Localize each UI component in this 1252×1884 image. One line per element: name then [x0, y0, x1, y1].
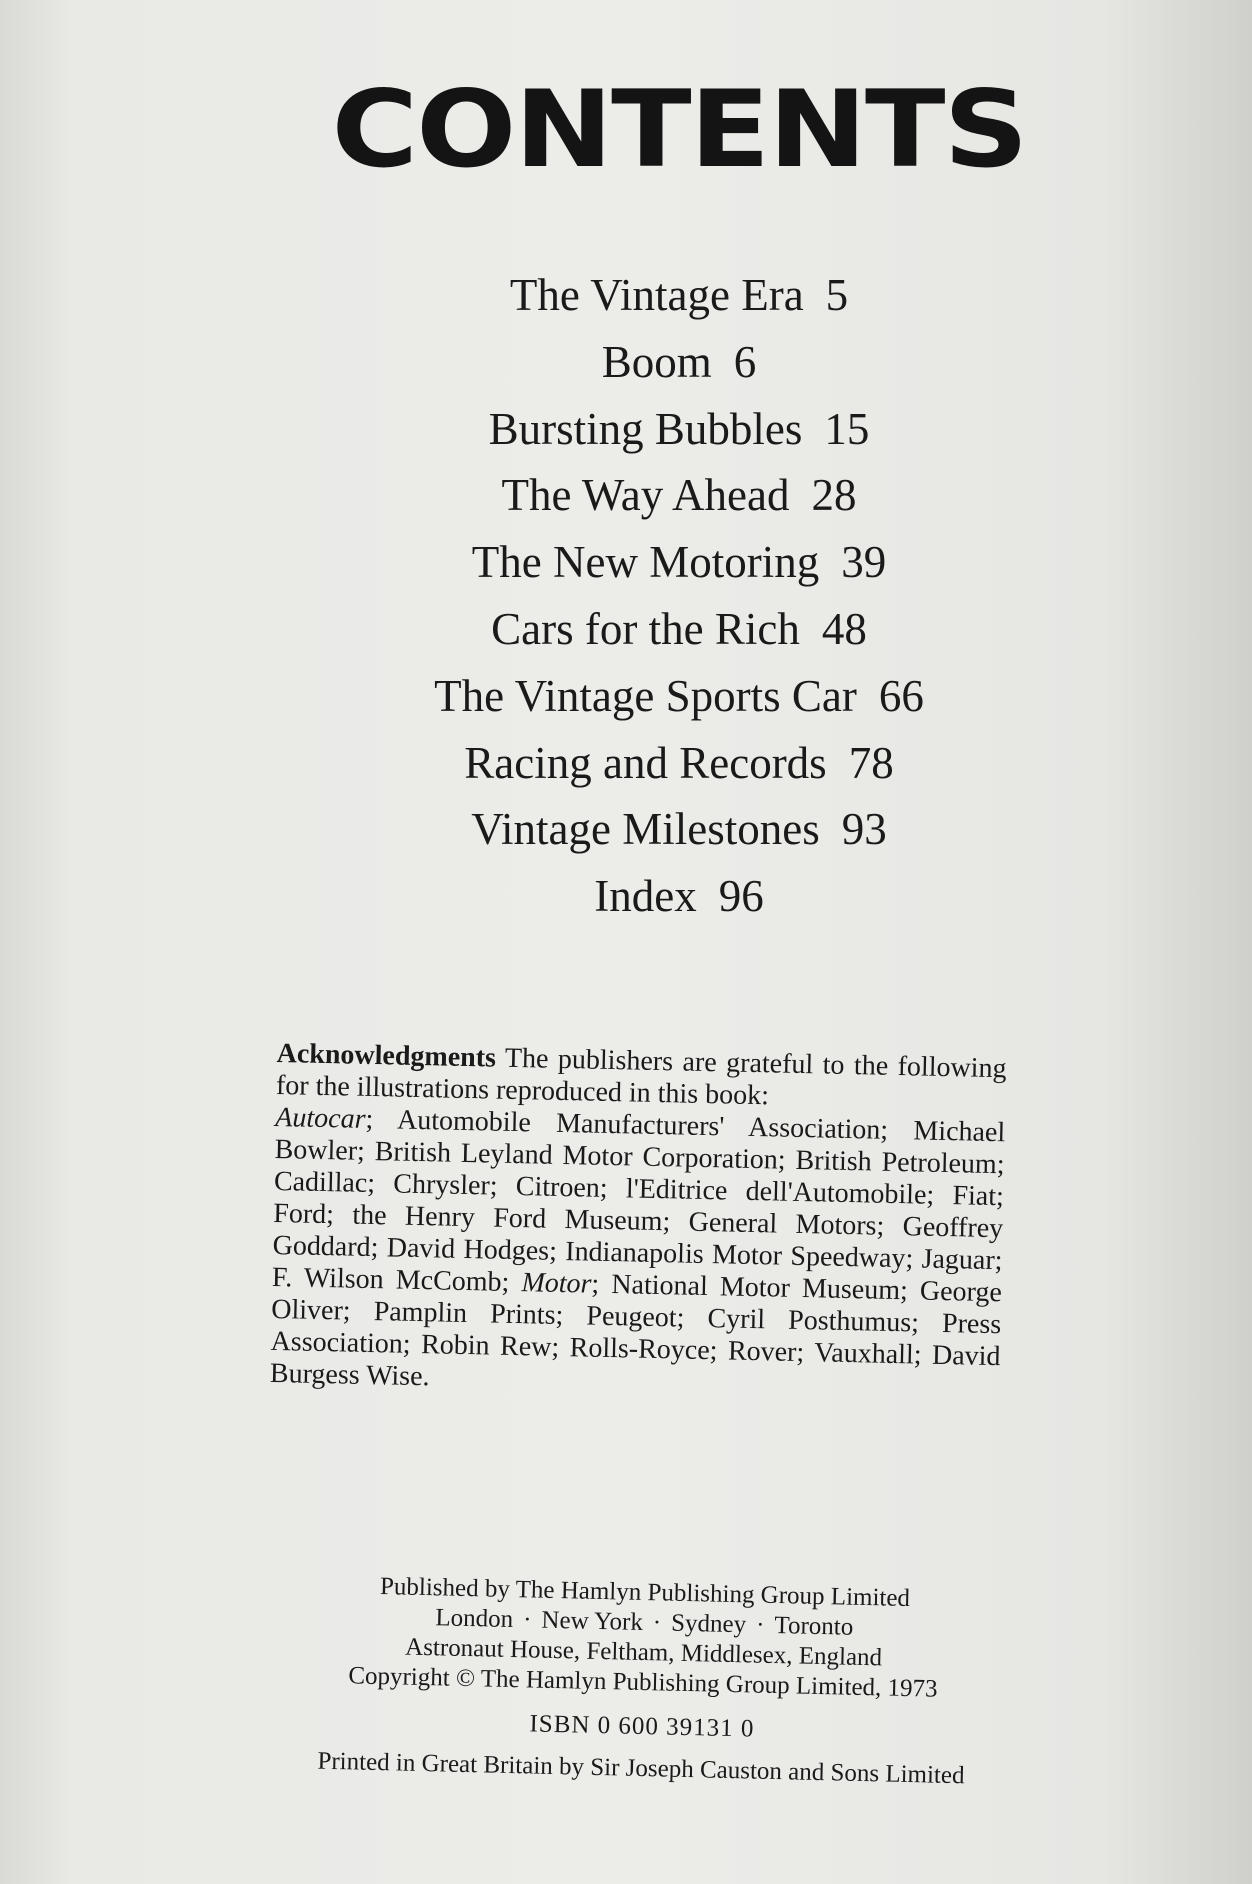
toc-entry-title: Boom [601, 336, 712, 387]
credit-name: David Burgess Wise. [269, 1339, 1001, 1393]
city: Sydney [670, 1609, 747, 1639]
toc-entry [53, 863, 1252, 930]
credit-name: Geoffrey Goddard [272, 1211, 1004, 1264]
acknowledgments-heading: Acknowledgments [276, 1038, 497, 1074]
toc-entry-page: 96 [718, 871, 764, 922]
acknowledgments-credits: Autocar; Automobile Manufacturers' Association; Michael Bowler; British Leyland Motor Corporation; British Petroleum; Cadillac; Chrysler; Citroen; l'Editrice dell'Automobile; Fiat; Ford; the Henry Ford Museum; General Motors; Geoffrey Goddard; David Hodges; Indianapolis Motor Speedway; Jaguar; F. Wilson McComb; Motor; National Motor Museum; George Oliver; Pamplin Prints; Peugeot; Cyril Posthumus; Press Association; Robin Rew; Rolls-Royce; Rover; Vauxhall; David Burgess Wise. [269, 1101, 1006, 1393]
toc-entry [53, 529, 1252, 596]
toc-entry-page: 93 [841, 804, 887, 855]
acknowledgments [270, 1038, 1007, 1405]
toc-entry [53, 396, 1252, 463]
publisher-line: Published by The Hamlyn Publishing Group Limited [379, 1573, 911, 1613]
toc-entry-title: Cars for the Rich [491, 603, 800, 654]
toc-entry-page: 6 [733, 336, 757, 387]
toc-entry-title: The Way Ahead [501, 470, 790, 521]
credit-name: Cadillac [273, 1165, 368, 1199]
toc-entry [53, 730, 1252, 797]
credit-name: Indianapolis Motor Speedway [564, 1236, 906, 1275]
credit-name: Robin Rew [420, 1329, 552, 1363]
toc-entry-title: The New Motoring [471, 537, 820, 588]
credit-name: F. Wilson McComb [271, 1261, 502, 1298]
toc-entry-title: The Vintage Era [509, 270, 804, 320]
toc-entry [53, 596, 1252, 663]
toc-entry [53, 262, 1252, 329]
toc-entry [53, 462, 1252, 529]
credit-name: Chrysler [393, 1168, 491, 1202]
credit-name: British Petroleum [795, 1144, 998, 1181]
city: London [435, 1604, 514, 1634]
toc-entry [53, 663, 1252, 730]
credit-name: Jaguar [921, 1243, 996, 1277]
toc-entry-title: Bursting Bubbles [488, 403, 803, 454]
credit-name: Pamplin Prints [373, 1296, 556, 1331]
toc-entry [53, 329, 1252, 396]
toc-entry-page: 5 [825, 270, 849, 320]
credit-name: Rolls-Royce [569, 1332, 711, 1367]
publisher-cities: London · New York · Sydney · Toronto [435, 1604, 854, 1641]
credit-name: Peugeot [586, 1300, 677, 1334]
credit-name: Press Association [270, 1307, 1002, 1360]
copyright-notice: Copyright © The Hamlyn Publishing Group Limited, 1973 [348, 1662, 938, 1703]
page-title: CONTENTS [331, 66, 1027, 192]
credit-name: George Oliver [270, 1275, 1003, 1327]
toc-entry-page: 48 [821, 603, 867, 654]
credit-name: Michael Bowler [274, 1115, 1006, 1167]
credit-name: Motor [521, 1267, 592, 1300]
credit-name: Fiat [952, 1180, 997, 1213]
credit-name: Rover [727, 1335, 797, 1368]
toc-entry-title: Racing and Records [464, 737, 827, 788]
toc-entry-title: Vintage Milestones [471, 804, 820, 855]
printer-line: Printed in Great Britain by Sir Joseph Causton and Sons Limited [317, 1747, 965, 1790]
credit-name: the Henry Ford Museum [352, 1199, 663, 1238]
credit-name: Ford [273, 1197, 327, 1231]
table-of-contents [0, 262, 1252, 930]
credit-name: British Leyland Motor Corporation [374, 1136, 779, 1176]
credit-name: l'Editrice dell'Automobile [625, 1173, 927, 1211]
isbn: ISBN 0 600 39131 0 [529, 1710, 755, 1743]
acknowledgments-intro: The publishers are grateful to the following for the illustrations reproduced in this book: [275, 1042, 1007, 1112]
credit-name: David Hodges [386, 1232, 550, 1267]
credit-name: Citroen [515, 1171, 601, 1204]
credit-name: Cyril Posthumus [707, 1303, 912, 1339]
toc-entry-page: 39 [841, 537, 887, 588]
credit-name: Autocar [275, 1101, 366, 1135]
credit-name: General Motors [688, 1206, 877, 1242]
publisher-address: Astronaut House, Feltham, Middlesex, England [404, 1633, 883, 1672]
imprint [15, 1564, 1252, 1798]
city: New York [541, 1606, 644, 1636]
city: Toronto [774, 1611, 854, 1641]
toc-entry-title: Index [594, 871, 697, 922]
toc-entry-page: 15 [824, 403, 870, 454]
toc-entry [53, 796, 1252, 863]
credit-name: National Motor Museum [611, 1269, 901, 1307]
toc-entry-page: 78 [848, 737, 894, 788]
credit-name: Vauxhall [813, 1337, 915, 1371]
toc-entry-page: 28 [811, 470, 857, 521]
credit-name: Automobile Manufacturers' Association [396, 1104, 881, 1146]
toc-entry-page: 66 [878, 670, 924, 721]
toc-entry-title: The Vintage Sports Car [434, 670, 857, 721]
